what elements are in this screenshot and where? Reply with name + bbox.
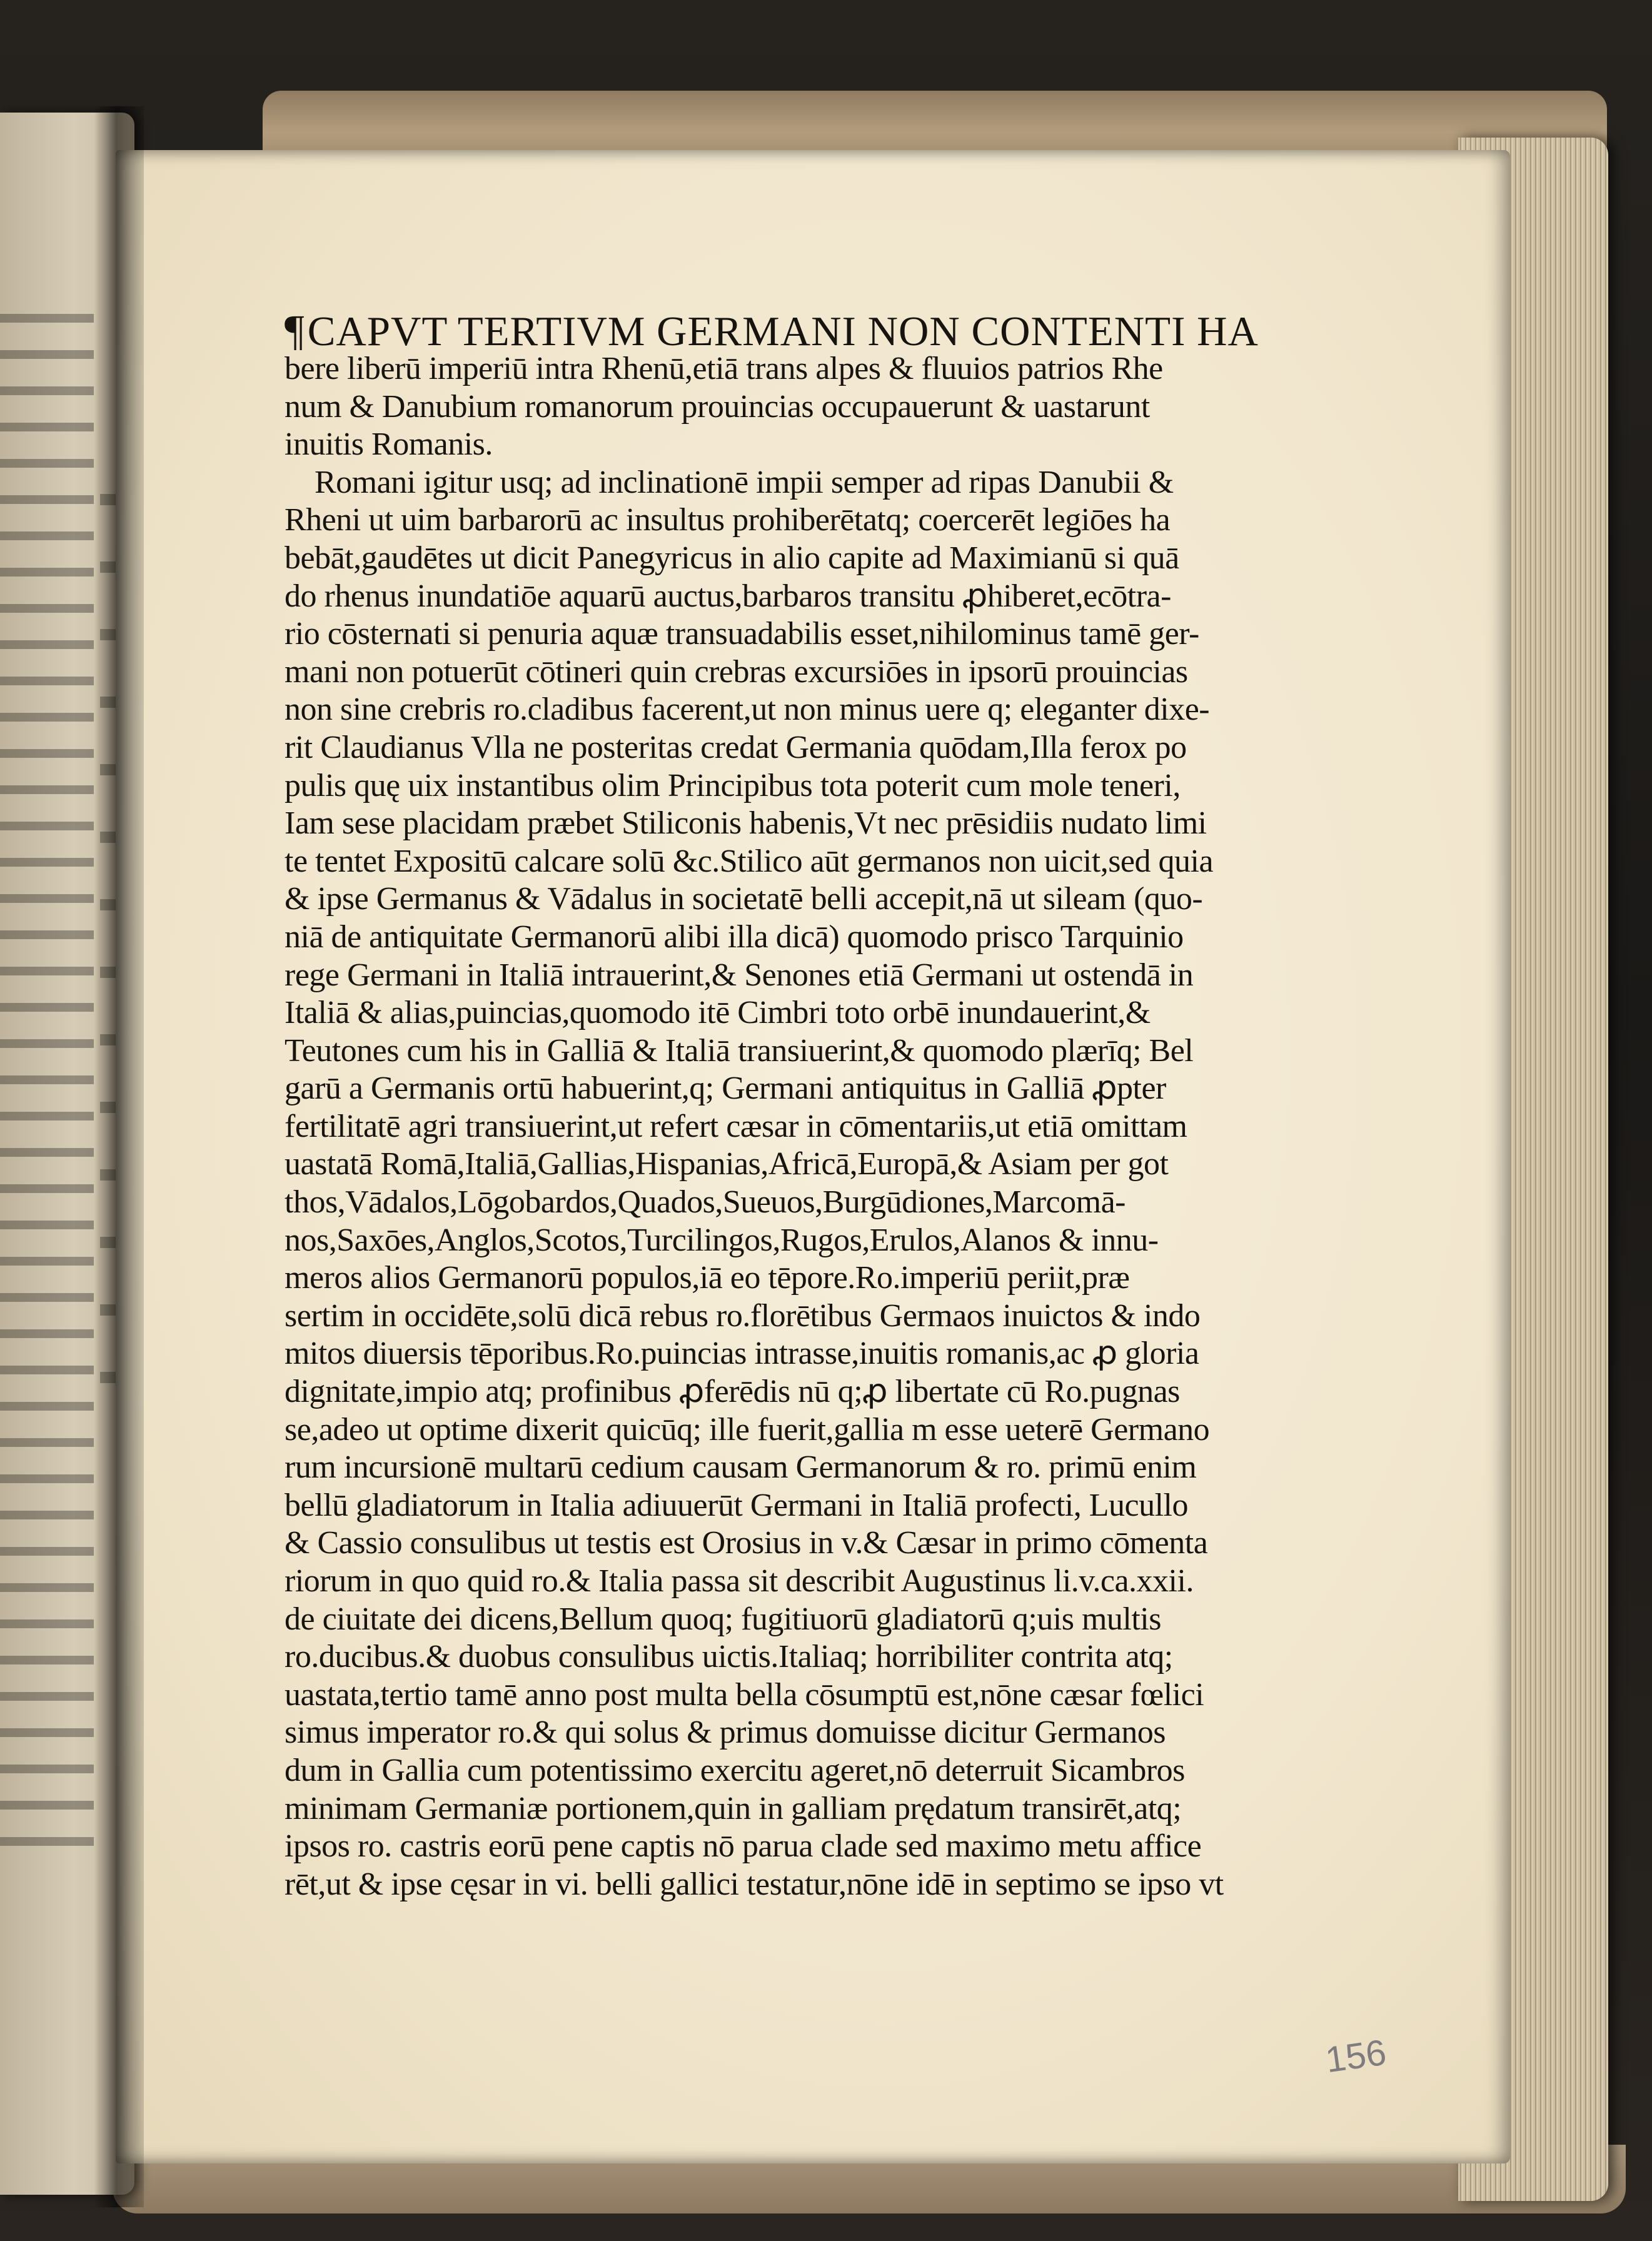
page-text-block	[285, 313, 1398, 1903]
text-line: mitos diuersis tēporibus.Ro.puincias intrasse,inuitis romanis,ac ꝓ gloria	[285, 1336, 1199, 1372]
text-line: ipsos ro. castris eorū pene captis nō parua clade sed maximo metu affice	[285, 1828, 1202, 1865]
text-line: inuitis Romanis.	[285, 426, 493, 463]
text-line: bebāt,gaudētes ut dicit Panegyricus in alio capite ad Maximianū si quā	[285, 540, 1179, 576]
text-line: nos,Saxōes,Anglos,Scotos,Turcilingos,Rugos,Erulos,Alanos & innu-	[285, 1222, 1159, 1258]
book-binding-top	[263, 91, 1607, 159]
text-line: te tentet Expositū calcare solū &c.Stilico aūt germanos non uicit,sed quia	[285, 843, 1214, 879]
facing-page-text	[0, 300, 94, 1863]
text-line: uastata,tertio tamē anno post multa bella cōsumptū est,nōne cæsar fœlici	[285, 1676, 1204, 1713]
text-line: uastatā Romā,Italiā,Gallias,Hispanias,Africā,Europā,& Asiam per got	[285, 1146, 1169, 1182]
text-line: rio cōsternati si penuria aquæ transuadabilis esset,nihilominus tamē ger-	[285, 616, 1199, 652]
text-line: ro.ducibus.& duobus consulibus uictis.Italiaq; horribiliter contrita atq;	[285, 1639, 1173, 1675]
text-line: de ciuitate dei dicens,Bellum quoq; fugitiuorū gladiatorū q;uis multis	[285, 1601, 1161, 1637]
text-line: thos,Vādalos,Lōgobardos,Quados,Sueuos,Burgūdiones,Marcomā-	[285, 1184, 1126, 1221]
pilcrow-mark: ¶	[285, 313, 305, 350]
text-line: & ipse Germanus & Vādalus in societatē belli accepit,nā ut sileam (quo-	[285, 881, 1203, 917]
text-line: simus imperator ro.& qui solus & primus domuisse dicitur Germanos	[285, 1715, 1166, 1751]
text-line: fertilitatē agri transiuerint,ut refert cæsar in cōmentariis,ut etiā omittam	[285, 1108, 1187, 1144]
chapter-heading	[285, 313, 1398, 350]
text-line: rēt,ut & ipse cęsar in vi. belli gallici testatur,nōne idē in septimo se ipso vt	[285, 1866, 1224, 1902]
text-line: do rhenus inundatiōe aquarū auctus,barbaros transitu ꝓhiberet,ecōtra-	[285, 578, 1171, 614]
text-line: se,adeo ut optime dixerit quicūq; ille fuerit,gallia m esse ueterē Germano	[285, 1411, 1210, 1448]
text-line: num & Danubium romanorum prouincias occupauerunt & uastarunt	[285, 388, 1150, 425]
text-line: non sine crebris ro.cladibus facerent,ut non minus uere q; eleganter dixe-	[285, 692, 1210, 728]
text-line: niā de antiquitate Germanorū alibi illa dicā) quomodo prisco Tarquinio	[285, 919, 1184, 955]
text-line: bere liberū imperiū intra Rhenū,etiā trans alpes & fluuios patrios Rhe	[285, 351, 1163, 386]
text-line: Romani igitur usq; ad inclinationē impii semper ad ripas Danubii &	[315, 464, 1174, 500]
text-line: mani non potuerūt cōtineri quin crebras excursiōes in ipsorū prouincias	[285, 653, 1188, 690]
text-line: garū a Germanis ortū habuerint,q; Germani antiquitus in Galliā ꝓpter	[285, 1070, 1166, 1107]
text-line: dum in Gallia cum potentissimo exercitu ageret,nō deterruit Sicambros	[285, 1752, 1185, 1788]
folio-number: 156	[1322, 2032, 1389, 2081]
text-line: meros alios Germanorū populos,iā eo tēpore.Ro.imperiū periit,præ	[285, 1260, 1130, 1296]
text-line: bellū gladiatorum in Italia adiuuerūt Germani in Italiā profecti, Lucullo	[285, 1487, 1188, 1523]
book-page	[116, 150, 1510, 2163]
book-gutter-shadow	[94, 106, 144, 2207]
text-line: Italiā & alias,puincias,quomodo itē Cimbri toto orbē inundauerint,&	[285, 995, 1151, 1031]
text-line: sertim in occidēte,solū dicā rebus ro.florētibus Germaos inuictos & indo	[285, 1297, 1201, 1334]
text-line: minimam Germaniæ portionem,quin in galliam prędatum transirēt,atq;	[285, 1790, 1182, 1826]
text-line: Iam sese placidam præbet Stiliconis habenis,Vt nec prēsidiis nudato limi	[285, 805, 1207, 842]
text-line: rit Claudianus Vlla ne posteritas credat Germania quōdam,Illa ferox po	[285, 729, 1187, 765]
text-line: dignitate,impio atq; profinibus ꝓferēdis nū q;ꝓ libertate cū Ro.pugnas	[285, 1374, 1180, 1410]
text-line: rege Germani in Italiā intrauerint,& Senones etiā Germani ut ostendā in	[285, 957, 1194, 993]
text-line: riorum in quo quid ro.& Italia passa sit describit Augustinus li.v.ca.xxii.	[285, 1563, 1194, 1599]
text-line: & Cassio consulibus ut testis est Orosius in v.& Cæsar in primo cōmenta	[285, 1525, 1208, 1561]
text-line: pulis quę uix instantibus olim Principibus tota poterit cum mole teneri,	[285, 767, 1181, 803]
chapter-heading-text: CAPVT TERTIVM GERMANI NON CONTENTI HA	[307, 313, 1259, 350]
body-lines	[285, 350, 1398, 1903]
text-line: Teutones cum his in Galliā & Italiā transiuerint,& quomodo plærīq; Bel	[285, 1032, 1194, 1069]
text-line: rum incursionē multarū cedium causam Germanorum & ro. primū enim	[285, 1449, 1197, 1486]
text-line: Rheni ut uim barbarorū ac insultus prohiberētatq; coercerēt legiōes ha	[285, 502, 1171, 538]
